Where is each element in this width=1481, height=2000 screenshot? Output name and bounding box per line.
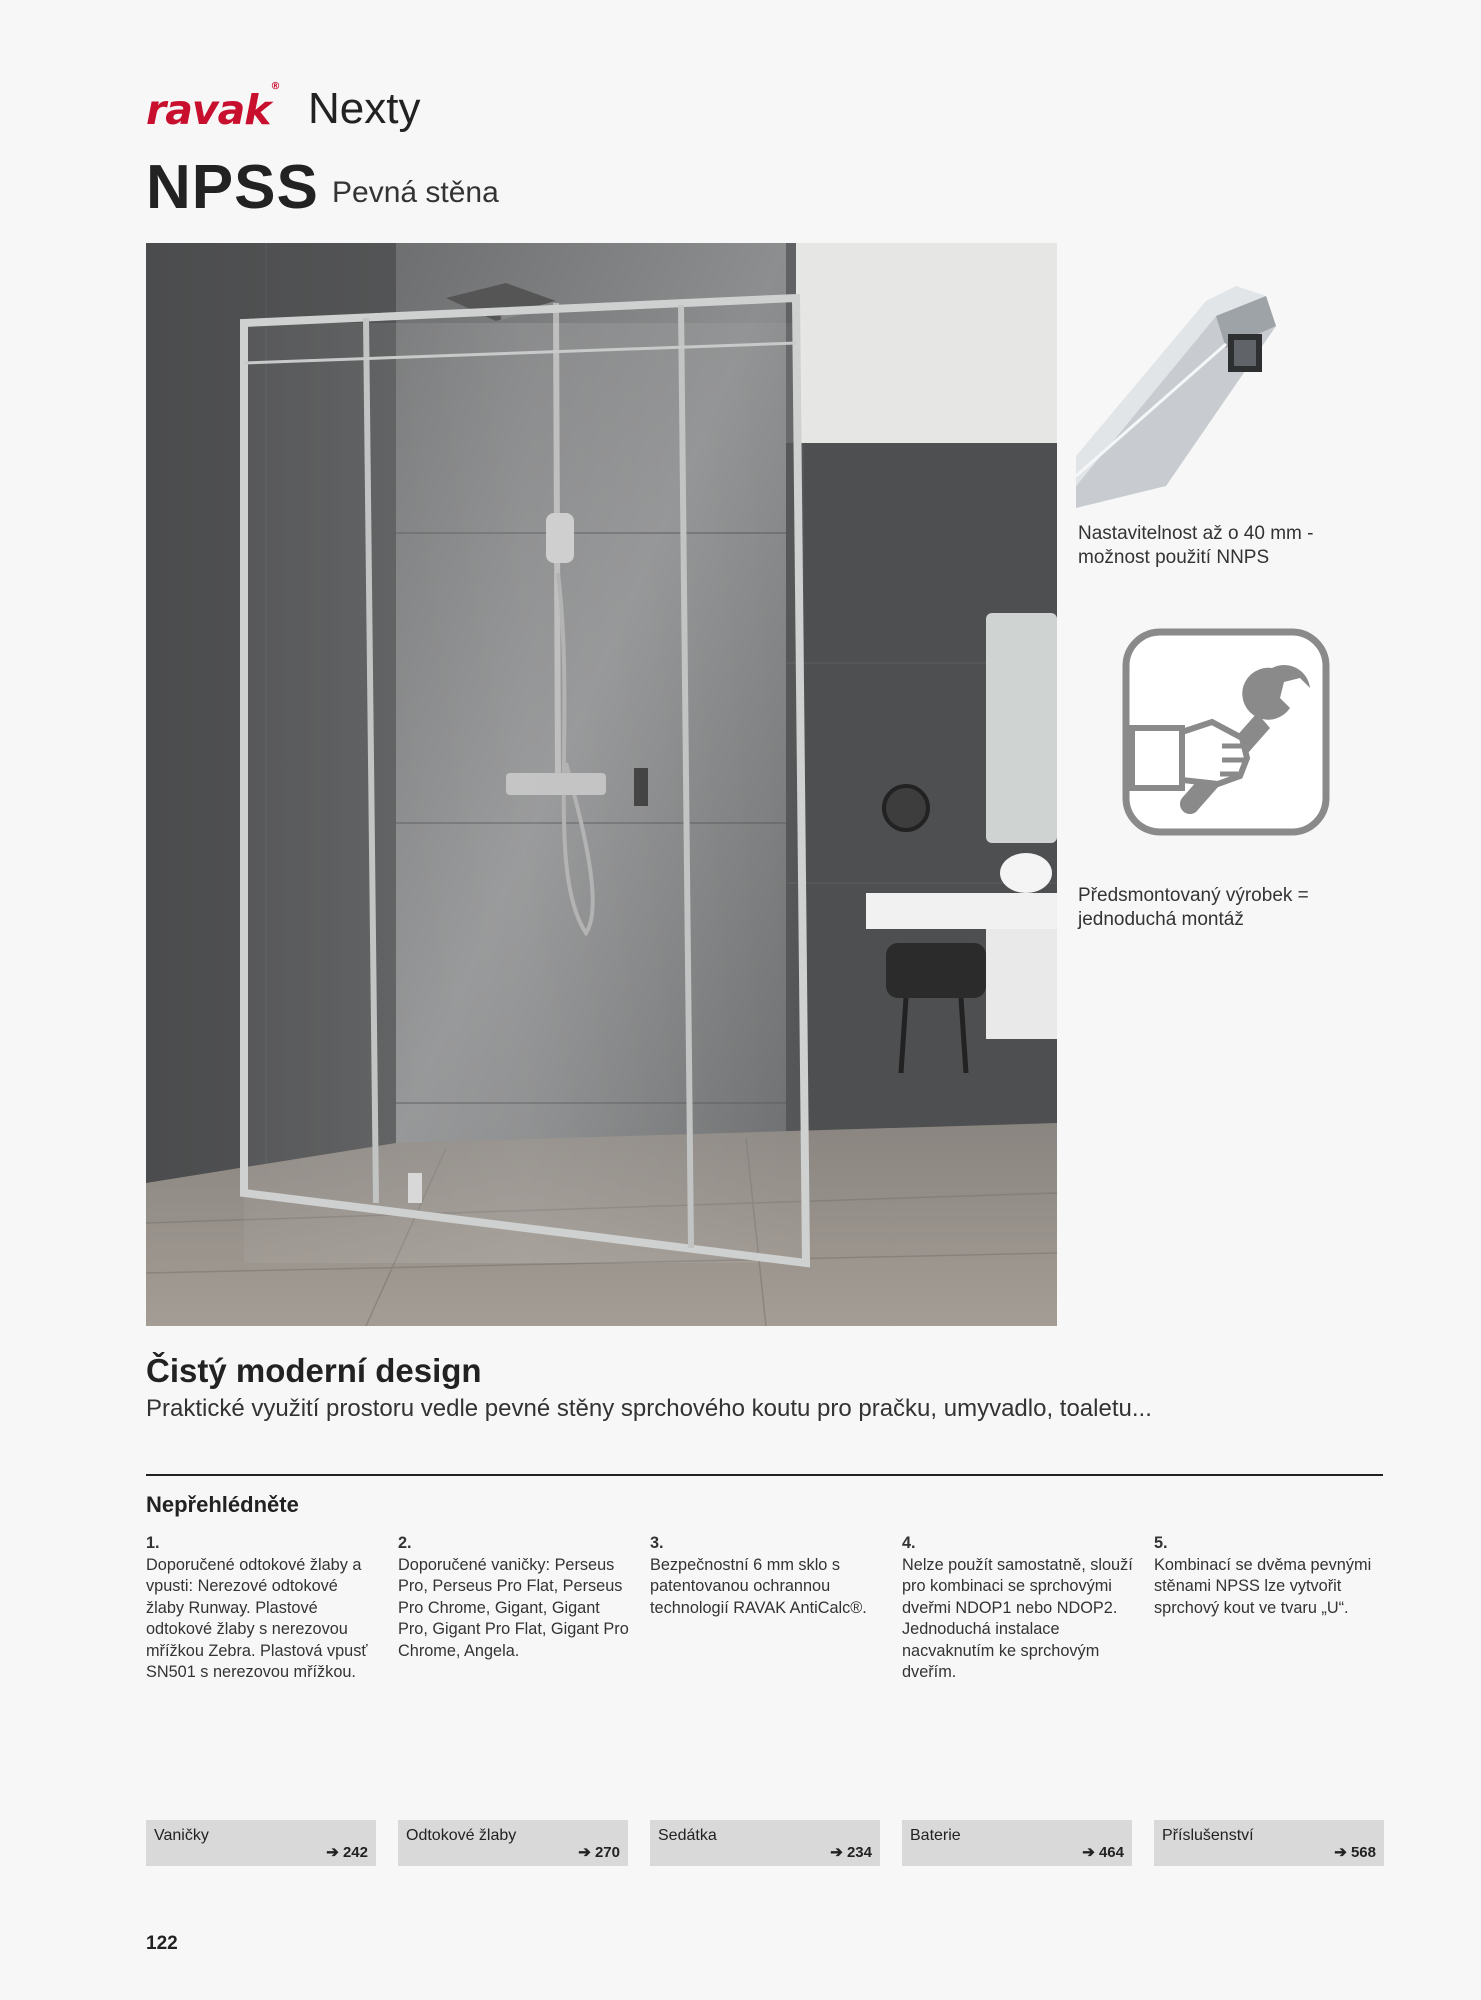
notice-text: Bezpečnostní 6 mm sklo s patentovanou ochrannou technologií RAVAK AntiCalc®. [650, 1555, 867, 1617]
link-label: Baterie [910, 1827, 961, 1844]
notice-number: 2. [398, 1534, 412, 1552]
arrow-right-icon: ➔ [1082, 1844, 1095, 1861]
notice-item [398, 1533, 630, 1662]
section-heading: Čistý moderní design [146, 1352, 482, 1389]
feature-caption: Nastavitelnost až o 40 mm - možnost použití NNPS [1078, 523, 1314, 568]
link-vanicky[interactable] [146, 1820, 376, 1866]
notice-number: 4. [902, 1534, 916, 1552]
notice-text: Doporučené vaničky: Perseus Pro, Perseus Pro Flat, Perseus Pro Chrome, Gigant, Gigant Pro, Gigant Pro Flat, Gigant Pro Chrome, Angela. [398, 1555, 629, 1660]
link-sedatka[interactable] [650, 1820, 880, 1866]
notice-item [1154, 1533, 1386, 1619]
notice-text: Doporučené odtokové žlaby a vpusti: Nerezové odtokové žlaby Runway. Plastové odtokové žlaby s nerezovou mřížkou Zebra. Plastová vpusť SN501 s nerezovou mřížkou. [146, 1555, 368, 1681]
link-page: ➔ 242 [326, 1844, 368, 1861]
link-page: ➔ 568 [1334, 1844, 1376, 1861]
link-page: ➔ 464 [1082, 1844, 1124, 1861]
arrow-right-icon: ➔ [578, 1844, 591, 1861]
page-number: 122 [146, 1933, 178, 1954]
arrow-right-icon: ➔ [1334, 1844, 1347, 1861]
link-prislusenstvi[interactable] [1154, 1820, 1384, 1866]
series-name: Nexty [308, 84, 421, 133]
arrow-right-icon: ➔ [326, 1844, 339, 1861]
section-text: Praktické využití prostoru vedle pevné stěny sprchového koutu pro pračku, umyvadlo, toaletu... [146, 1395, 1152, 1422]
notice-number: 1. [146, 1534, 160, 1552]
notice-item [902, 1533, 1134, 1684]
notice-item [650, 1533, 882, 1619]
link-label: Příslušenství [1162, 1827, 1254, 1844]
link-baterie[interactable] [902, 1820, 1132, 1866]
product-name: Pevná stěna [332, 176, 499, 209]
notice-text: Nelze použít samostatně, slouží pro kombinaci se sprchovými dveřmi NDOP1 nebo NDOP2. Jednoduchá instalace nacvaknutím ke sprchovým dveřím. [902, 1555, 1133, 1681]
notice-number: 5. [1154, 1534, 1168, 1552]
link-label: Odtokové žlaby [406, 1827, 517, 1844]
notice-item [146, 1533, 378, 1684]
brand-logo: ravak® [146, 81, 280, 134]
notice-text: Kombinací se dvěma pevnými stěnami NPSS lze vytvořit sprchový kout ve tvaru „U“. [1154, 1555, 1372, 1617]
notice-number: 3. [650, 1534, 664, 1552]
link-odtokove-zlaby[interactable] [398, 1820, 628, 1866]
link-label: Sedátka [658, 1827, 717, 1844]
divider [146, 1474, 1383, 1476]
link-page: ➔ 234 [830, 1844, 872, 1861]
hero-photo [146, 243, 1057, 1326]
link-label: Vaničky [154, 1827, 209, 1844]
feature-caption: Předsmontovaný výrobek = jednoduchá montáž [1078, 885, 1309, 930]
link-page: ➔ 270 [578, 1844, 620, 1861]
wrench-hand-icon [1122, 628, 1330, 836]
arrow-right-icon: ➔ [830, 1844, 843, 1861]
product-code: NPSS [146, 153, 319, 222]
aluminium-profile-icon [1076, 286, 1276, 508]
notice-title: Nepřehlédněte [146, 1492, 299, 1517]
